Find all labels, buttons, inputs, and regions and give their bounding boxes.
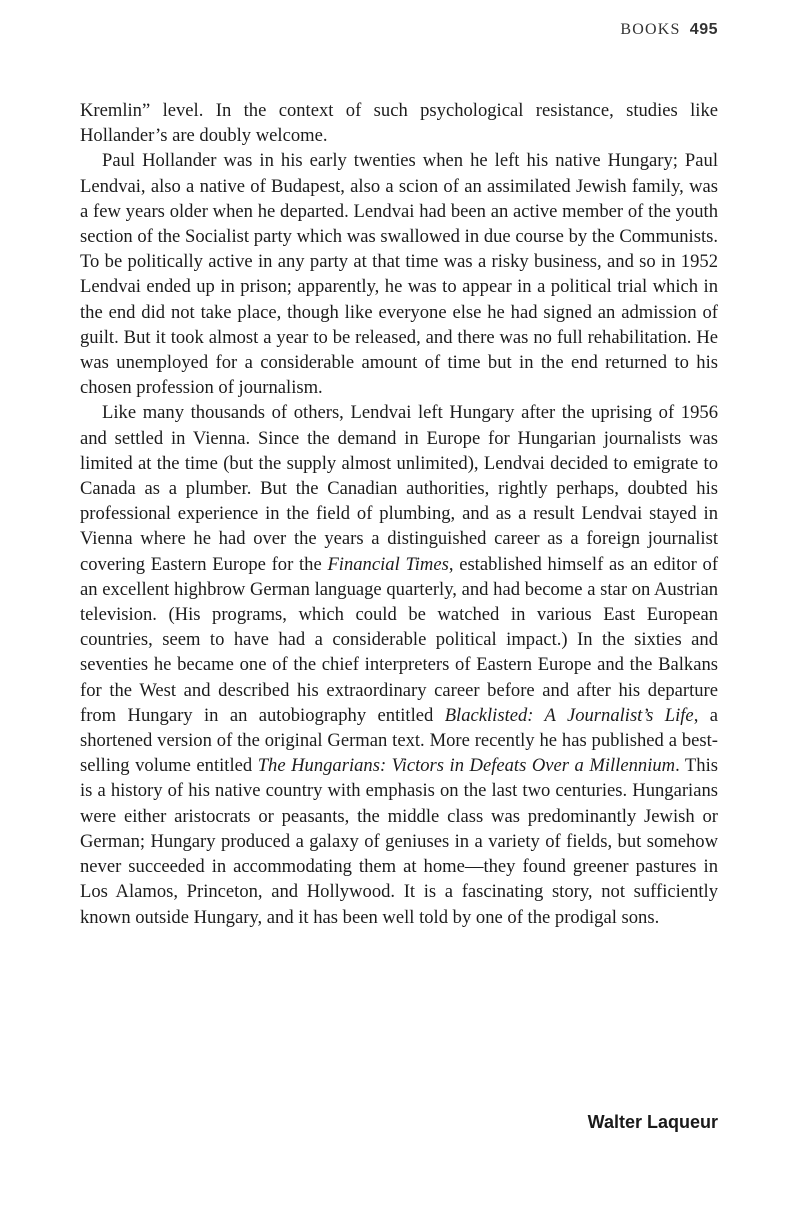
author-signature: Walter Laqueur <box>587 1112 718 1132</box>
paragraph-3-text-a: Like many thousands of others, Lendvai left Hungary after the uprising of 1956 and settled in Vienna. Since the demand in Europe for Hungarian journalists was limited at the time (but the supply almost unlimited), Lendvai decided to emigrate to Canada as a plumber. But the Canadian authorities, rightly perhaps, doubted his professional experience in the field of plumbing, and as a result Lendvai stayed in Vienna where he had over the years a distinguished career as a foreign journalist covering Eastern Europe for the <box>80 402 718 575</box>
running-head <box>620 21 718 39</box>
paragraph-1: Kremlin” level. In the context of such psychological resistance, studies like Hollander’s are doubly welcome. <box>80 100 718 147</box>
paragraph-3-text-d: . This is a history of his native country with emphasis on the last two centuries. Hungarians were either aristocrats or peasants, the middle class was predominantly Jewish or German; Hungary produced a galaxy of geniuses in a variety of fields, but somehow never succeeded in accommodating them at home—they found greener pastures in Los Alamos, Princeton, and Hollywood. It is a fascinating story, not sufficiently known outside Hungary, and it has been well told by one of the prodigal sons. <box>80 755 718 928</box>
book-title-blacklisted: Blacklisted: A Journalist’s Life <box>444 704 694 726</box>
paragraph-3-text-b: , established himself as an editor of an excellent highbrow German language quarterly, and had become a star on Austrian television. (His programs, which could be watched in various East European countries, seem to have had a considerable political impact.) In the sixties and seventies he became one of the chief interpreters of Eastern Europe and the Balkans for the West and described his extraordinary career before and after his departure from Hungary in an autobiography entitled <box>80 553 719 726</box>
paragraph-3 <box>80 400 718 929</box>
page-number: 495 <box>689 21 718 38</box>
paragraph-2: Paul Hollander was in his early twenties when he left his native Hungary; Paul Lendvai, also a native of Budapest, also a scion of an assimilated Jewish family, was a few years older when he departed. Lendvai had been an active member of the youth section of the Socialist party which was swallowed in due course by the Communists. To be politically active in any party at that time was a risky business, and so in 1952 Lendvai ended up in prison; apparently, he was to appear in a political trial which in the end did not take place, though like everyone else he had signed an admission of guilt. But it took almost a year to be released, and there was no full rehabilitation. He was unemployed for a considerable amount of time but in the end returned to his chosen profession of journalism. <box>80 150 718 399</box>
article-body <box>80 98 718 930</box>
paragraph-3-text-c: , a shortened version of the original German text. More recently he has published a best-selling volume entitled <box>80 704 718 777</box>
newspaper-title: Financial Times <box>327 553 449 575</box>
section-title: BOOKS <box>620 21 681 38</box>
book-title-hungarians: The Hungarians: Victors in Defeats Over a Millennium <box>257 755 676 777</box>
